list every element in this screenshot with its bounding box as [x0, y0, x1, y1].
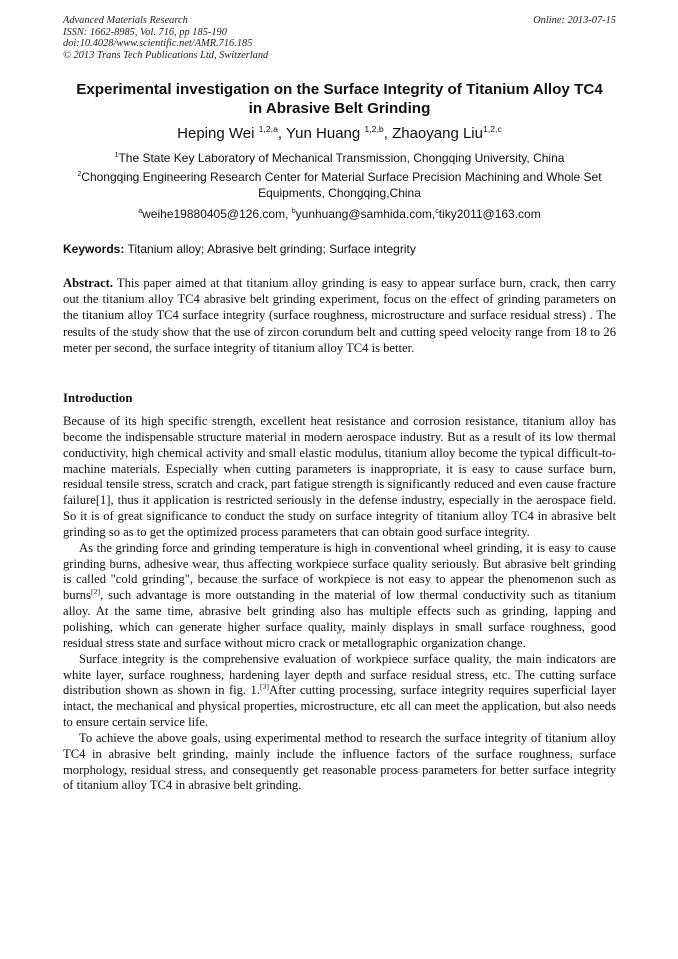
email-list [63, 206, 616, 222]
paragraph-text: As the grinding force and grinding temperature is high in conventional wheel grinding, it is easy to cause grinding burns, adhesive wear, thus affecting workpiece surface quality seriously. But abrasive belt grinding is called "cold grinding", because the surface of workpiece is not easy to appear the phenomenon such as burns [63, 540, 616, 603]
affiliation-sup: 2 [77, 171, 82, 178]
paragraph [63, 652, 616, 731]
section-heading-introduction: Introduction [63, 391, 133, 405]
author-name: Zhaoyang Liu [392, 125, 483, 142]
email-link[interactable]: weihe19880405@126.com, [142, 207, 292, 221]
email-sup: b [291, 208, 296, 215]
author-name: Heping Wei [177, 125, 259, 142]
citation-ref[interactable]: [2] [91, 587, 101, 597]
title-line-1: Experimental investigation on the Surface Integrity of Titanium Alloy TC4 [76, 81, 603, 98]
author-list [63, 124, 616, 144]
affiliation-2 [63, 169, 616, 201]
author-affil-sup: 1,2,c [482, 124, 502, 134]
journal-doi[interactable]: doi:10.4028/www.scientific.net/AMR.716.185 [63, 38, 253, 50]
keywords-label: Keywords: [63, 242, 125, 256]
journal-copyright: © 2013 Trans Tech Publications Ltd, Switzerland [63, 49, 269, 61]
affiliation-text: The State Key Laboratory of Mechanical Transmission, Chongqing University, China [118, 151, 565, 165]
journal-name: Advanced Materials Research [63, 15, 188, 26]
keywords [63, 241, 616, 257]
paragraph: Because of its high specific strength, excellent heat resistance and corrosion resistance, titanium alloy has become the indispensable structure material in modern aerospace industry. But as a result of its low thermal conductivity, high chemical activity and small elastic modulus, titanium alloy become the typical difficult-to-machine materials. Especially when cutting parameters is inappropriate, it is easy to cause surface burn, residual tensile stress, scratch and crack, part fatigue strength is significantly reduced and even cause fracture failure[1], thus it application is restricted seriously in the defense industry, especially in the aerospace field. So it is of great significance to conduct the study on surface integrity of titanium alloy TC4 in abrasive belt grinding so as to get the optimized process parameters that can obtain good surface integrity. [63, 414, 616, 539]
paper-title [63, 81, 616, 118]
citation-ref[interactable]: [3] [259, 682, 269, 692]
journal-issn: ISSN: 1662-8985, Vol. 716, pp 185-190 [63, 26, 227, 38]
email-sup: c [435, 208, 439, 215]
affiliation-text: Chongqing Engineering Research Center for Material Surface Precision Machining and Whole Set Equipments, Chongqing,China [81, 170, 602, 200]
paragraph-text: , such advantage is more outstanding in the material of low thermal conductivity such as titanium alloy. At the same time, abrasive belt grinding also has multiple effects such as grinding, lapping and polishing, which can generate higher surface quality, mainly displays in small surface roughness, good residual stress state and surface without micro crack or metallographic organization change. [63, 588, 616, 650]
email-sup: a [138, 208, 143, 215]
paragraph [63, 541, 616, 652]
keywords-text: Titanium alloy; Abrasive belt grinding; Surface integrity [124, 242, 416, 256]
paragraph-text: Surface integrity is the comprehensive evaluation of workpiece surface quality, the main indicators are white layer, surface roughness, hardening layer depth and surface residual stress, etc. The cutting surface distribution shown as shown in fig. 1. [63, 651, 616, 698]
paragraph-text: After cutting processing, surface integrity requires superficial layer intact, the mechanical and physical properties, microstructure, etc all can meet the application, but also needs to ensure certain service life. [63, 683, 616, 730]
abstract-text: This paper aimed at that titanium alloy grinding is easy to appear surface burn, crack, then carry out the titanium alloy TC4 abrasive belt grinding experiment, focus on the effect of grinding parameters on the titanium alloy TC4 surface integrity (surface roughness, microstructure and surface residual stress) . The results of the study show that the use of zircon corundum belt and cutting speed velocity range from 18 to 26 meter per second, the surface integrity of titanium alloy TC4 is better. [63, 276, 616, 355]
introduction-body [63, 414, 616, 794]
online-date: Online: 2013-07-15 [533, 15, 616, 26]
affiliation-1 [63, 150, 616, 166]
abstract [63, 275, 616, 356]
email-link[interactable]: tiky2011@163.com [438, 207, 541, 221]
abstract-label: Abstract. [63, 276, 114, 290]
author-affil-sup: 1,2,a [258, 124, 278, 134]
author-affil-sup: 1,2,b [364, 124, 384, 134]
email-link[interactable]: yunhuang@samhida.com, [295, 207, 436, 221]
journal-header [63, 15, 616, 61]
author-name: Yun Huang [286, 125, 365, 142]
author-separator: , [383, 125, 393, 142]
affiliation-sup: 1 [114, 152, 119, 159]
paragraph: To achieve the above goals, using experimental method to research the surface integrity of titanium alloy TC4 in abrasive belt grinding, mainly include the influence factors of the surface roughness, surface morphology, residual stress, and consequently get reasonable process parameters for better surface integrity of titanium alloy TC4 in abrasive belt grinding. [63, 730, 616, 793]
title-line-2: in Abrasive Belt Grinding [248, 99, 431, 117]
author-separator: , [277, 125, 286, 142]
